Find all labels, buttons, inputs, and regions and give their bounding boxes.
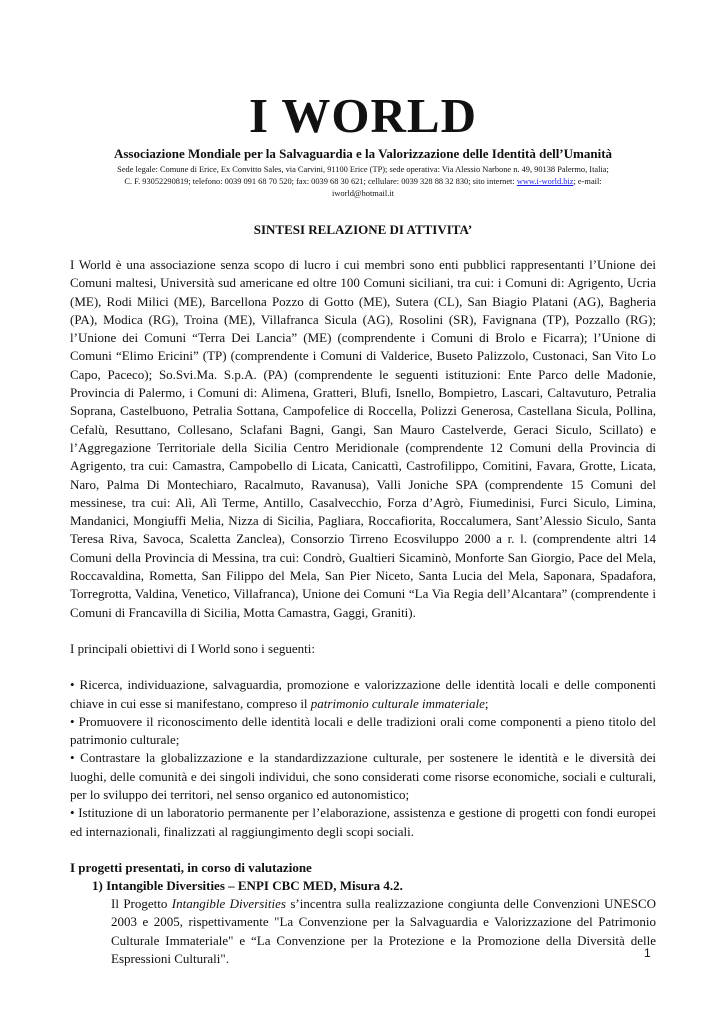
- contact-line: [70, 176, 656, 188]
- website-link[interactable]: www.i-world.biz: [516, 177, 574, 186]
- objective-item: • Promuovere il riconoscimento delle identità locali e delle tradizioni orali come componenti a pieno titolo del patrimonio culturale;: [70, 713, 656, 748]
- italic-term: patrimonio culturale immateriale: [310, 695, 485, 711]
- objective-item: • Istituzione di un laboratorio permanente per l’elaborazione, assistenza e gestione di progetti con fondi europei ed internazionali, finalizzati al raggiungimento degli scopi sociali.: [70, 805, 656, 839]
- contact-line-prefix: C. F. 93052290819; telefono: 0039 091 68 70 520; fax: 0039 68 30 621; cellulare: 0039 328 88 32 830; sito internet:: [124, 177, 517, 186]
- page-number: 1: [644, 946, 651, 960]
- document-page: [70, 88, 656, 968]
- project-item-title: 1) Intangible Diversities – ENPI CBC MED, Misura 4.2.: [92, 877, 403, 893]
- projects-heading: I progetti presentati, in corso di valutazione: [70, 859, 312, 875]
- objective-item: • Ricerca, individuazione, salvaguardia, promozione e valorizzazione delle identità locali e delle componenti chiave in cui esse si manifestano, compreso il patrimonio culturale immateriale;: [70, 677, 656, 711]
- project-item-description: Il Progetto Intangible Diversities s’incentra sulla realizzazione congiunta delle Convenzioni UNESCO 2003 e 2005, rispettivamente "La Convenzione per la Salvaguardia e Valorizzazione del Patrimonio Culturale Immateriale" e “La Convenzione per la Protezione e la Promozione della Diversità delle Espressioni Culturali".: [111, 895, 656, 966]
- intro-paragraph: I World è una associazione senza scopo di lucro i cui membri sono enti pubblici rappresentanti l’Unione dei Comuni maltesi, Università sud americane ed oltre 100 Comuni siciliani, tra cui: i Comuni di: Agrigento, Ucria (ME), Rodi Milici (ME), Barcellona Pozzo di Gotto (ME), Sutera (CL), San Biagio Platani (AG), Bagheria (PA), Modica (RG), Troina (ME), Villafranca Sicula (AG), Rosolini (SR), Favignana (TP), Pozzallo (RG); l’Unione dei Comuni “Terra Dei Lancia” (ME) (comprendente i Comuni di Brolo e Ficarra); l’Unione di Comuni “Elimo Ericini” (TP) (comprendente i Comuni di Valderice, Buseto Palizzolo, Custonaci, San Vito Lo Capo, Paceco); So.Svi.Ma. S.p.A. (PA) (comprendente le seguenti istituzioni: Ente Parco delle Madonie, Provincia di Palermo, i Comuni di: Alimena, Gratteri, Blufi, Isnello, Bompietro, Lascari, Caltavuturo, Petralia Soprana, Castelbuono, Petralia Sottana, Campofelice di Roccella, Polizzi Generosa, Castellana Sicula, Pollina, Cefalù, Resuttano, Collesano, Sclafani Bagni, Gangi, San Mauro Castelverde, Geraci Siculo, Scillato) e l’Aggregazione Territoriale della Sicilia Centro Meridionale (comprendente 12 Comuni della Provincia di Agrigento, tra cui: Camastra, Campobello di Licata, Canicattì, Castrofilippo, Comitini, Favara, Grotte, Licata, Naro, Palma Di Montechiaro, Racalmuto, Ravanusa), Valli Joniche SPA (comprendente 15 Comuni del messinese, tra cui: Alì, Alì Terme, Antillo, Casalvecchio, Forza d’Agrò, Fiumedinisi, Furci Siculo, Limina, Mandanici, Mongiuffi Melia, Nizza di Sicilia, Pagliara, Roccafiorita, Roccalumera, Sant’Alessio Siculo, Santa Teresa Riva, Savoca, Scaletta Zanclea), Consorzio Tirreno Ecosviluppo 2000 a r. l. (comprendente altri 14 Comuni della Provincia di Messina, tra cui: Condrò, Gualtieri Sicaminò, Monforte San Giorgio, Pace del Mela, Roccavaldina, Rometta, San Filippo del Mela, San Pier Niceto, Santa Lucia del Mela, Saponara, Spadafora, Torregrotta, Valdina, Venetico, Villafranca), Unione dei Comuni “La Via Regia dell’Alcantara” (comprendente i Comuni di Francavilla di Sicilia, Motta Camastra, Gaggi, Graniti).: [70, 257, 656, 620]
- objectives-intro: I principali obiettivi di I World sono i seguenti:: [70, 640, 315, 656]
- section-title: SINTESI RELAZIONE DI ATTIVITA’: [253, 222, 473, 237]
- address-line: Sede legale: Comune di Erice, Ex Convitto Sales, via Carvini, 91100 Erice (TP); sede operativa: Via Alessio Narbone n. 49, 90138 Palermo, Italia;: [117, 165, 609, 174]
- contact-line-suffix: ; e-mail:: [573, 177, 602, 186]
- contact-info: [70, 164, 656, 200]
- organization-subtitle: Associazione Mondiale per la Salvaguardia e la Valorizzazione delle Identità dell’Umanità: [113, 146, 613, 161]
- email-address: iworld@hotmail.it: [332, 189, 394, 198]
- objectives-list: [70, 676, 656, 841]
- objective-item: • Contrastare la globalizzazione e la standardizzazione culturale, per sostenere le identità e le diversità dei luoghi, delle comunità e dei singoli individui, che sono considerati come risorse economiche, sociali e culturali, per lo sviluppo dei territori, nel senso organico ed autonomistico;: [70, 750, 656, 803]
- document-title: I WORLD: [248, 88, 477, 143]
- italic-term: Intangible Diversities: [171, 895, 286, 911]
